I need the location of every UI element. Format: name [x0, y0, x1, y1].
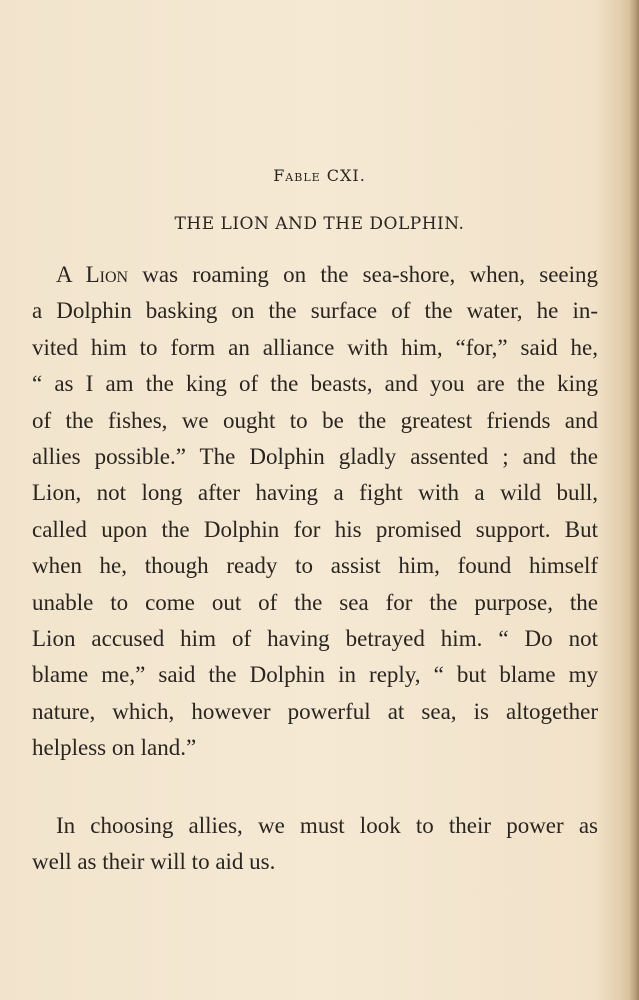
- first-word: A: [56, 262, 72, 287]
- body-line: allies possible.” The Dolphin gladly assented ; and the: [32, 443, 598, 469]
- first-line-rest: was roaming on the sea-shore, when, seeing: [142, 262, 599, 287]
- moral-line: In choosing allies, we must look to their power as: [56, 813, 598, 838]
- body-line: a Dolphin basking on the surface of the water, he in-: [32, 298, 598, 324]
- body-line: Lion, not long after having a fight with a wild bull,: [32, 480, 598, 506]
- body-line: of the fishes, we ought to be the greatest friends and: [32, 407, 598, 433]
- fable-moral: [32, 808, 598, 881]
- body-line: vited him to form an alliance with him, “for,” said he,: [32, 334, 598, 360]
- lion-word: Lion: [85, 262, 129, 287]
- body-line: blame me,” said the Dolphin in reply, “ but blame my: [32, 662, 598, 688]
- body-line: Lion accused him of having betrayed him. “ Do not: [32, 625, 598, 651]
- page-edge-shadow: [629, 0, 639, 1000]
- body-line-1: [32, 257, 598, 293]
- body-line: when he, though ready to assist him, found himself: [32, 553, 598, 579]
- fable-number-heading: [0, 166, 639, 185]
- moral-line: well as their will to aid us.: [32, 849, 276, 875]
- fable-label-prefix: Fable: [273, 166, 321, 185]
- body-line: called upon the Dolphin for his promised support. But: [32, 516, 598, 542]
- fable-title: THE LION AND THE DOLPHIN.: [174, 214, 465, 234]
- fable-body: [32, 257, 598, 766]
- body-line: helpless on land.”: [32, 735, 197, 761]
- body-line: “ as I am the king of the beasts, and you are the king: [32, 371, 598, 397]
- fable-label-number: CXI.: [326, 166, 366, 185]
- body-line: unable to come out of the sea for the purpose, the: [32, 589, 598, 615]
- body-line: nature, which, however powerful at sea, is altogether: [32, 698, 598, 724]
